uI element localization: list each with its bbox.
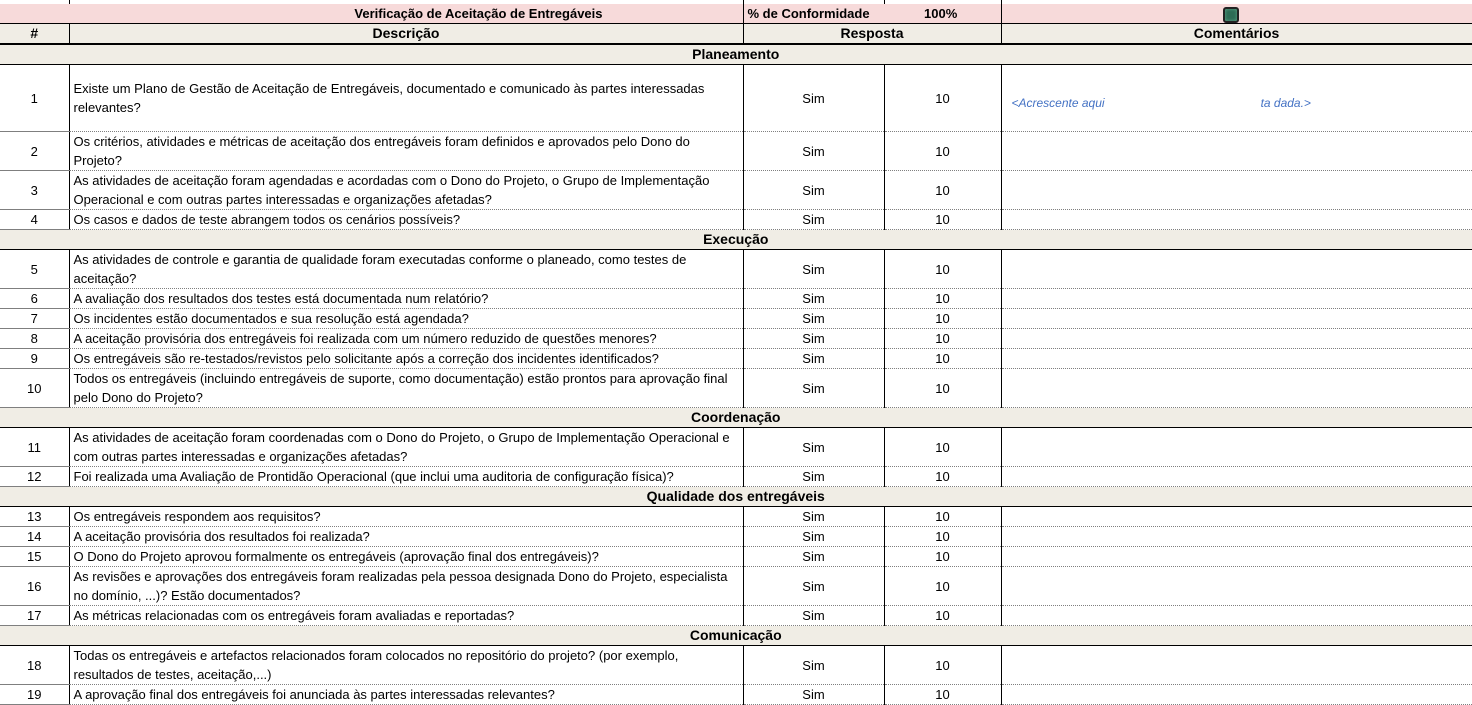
- table-row: [0, 606, 1472, 626]
- item-comment[interactable]: [1001, 467, 1472, 487]
- table-row: [0, 210, 1472, 230]
- item-score[interactable]: 10: [884, 132, 1001, 171]
- item-number[interactable]: 8: [0, 329, 69, 349]
- item-score[interactable]: 10: [884, 309, 1001, 329]
- item-description[interactable]: Os incidentes estão documentados e sua resolução está agendada?: [69, 309, 743, 329]
- item-description[interactable]: A aprovação final dos entregáveis foi anunciada às partes interessadas relevantes?: [69, 685, 743, 705]
- item-response[interactable]: Sim: [743, 65, 884, 132]
- comment-placeholder-end: ta dada.>: [1260, 96, 1311, 110]
- item-response[interactable]: Sim: [743, 349, 884, 369]
- table-row: [0, 309, 1472, 329]
- item-number[interactable]: 14: [0, 527, 69, 547]
- item-description[interactable]: Existe um Plano de Gestão de Aceitação de Entregáveis, documentado e comunicado às partes interessadas relevantes?: [69, 65, 743, 132]
- item-number[interactable]: 12: [0, 467, 69, 487]
- table-row: [0, 289, 1472, 309]
- item-number[interactable]: 5: [0, 250, 69, 289]
- item-response[interactable]: Sim: [743, 646, 884, 685]
- table-row: [0, 646, 1472, 685]
- table-row: [0, 329, 1472, 349]
- item-description[interactable]: Os entregáveis respondem aos requisitos?: [69, 507, 743, 527]
- section-title[interactable]: Coordenação: [0, 408, 1472, 428]
- item-description[interactable]: O Dono do Projeto aprovou formalmente os entregáveis (aprovação final dos entregáveis)?: [69, 547, 743, 567]
- item-description[interactable]: Os casos e dados de teste abrangem todos os cenários possíveis?: [69, 210, 743, 230]
- item-score[interactable]: 10: [884, 606, 1001, 626]
- item-number[interactable]: 9: [0, 349, 69, 369]
- section-title[interactable]: Execução: [0, 230, 1472, 250]
- header-comments[interactable]: Comentários: [1001, 24, 1472, 45]
- item-response[interactable]: Sim: [743, 428, 884, 467]
- item-comment[interactable]: [1001, 210, 1472, 230]
- section-row: [0, 487, 1472, 507]
- item-comment[interactable]: [1001, 289, 1472, 309]
- item-response[interactable]: Sim: [743, 250, 884, 289]
- item-description[interactable]: A avaliação dos resultados dos testes está documentada num relatório?: [69, 289, 743, 309]
- item-comment[interactable]: [1001, 567, 1472, 606]
- section-row: [0, 626, 1472, 646]
- table-row: [0, 369, 1472, 408]
- item-comment[interactable]: [1001, 309, 1472, 329]
- item-response[interactable]: Sim: [743, 547, 884, 567]
- item-number[interactable]: 3: [0, 171, 69, 210]
- table-row: [0, 567, 1472, 606]
- item-response[interactable]: Sim: [743, 210, 884, 230]
- item-response[interactable]: Sim: [743, 507, 884, 527]
- item-comment[interactable]: [1001, 606, 1472, 626]
- table-row: [0, 527, 1472, 547]
- header-description[interactable]: Descrição: [69, 24, 743, 45]
- item-score[interactable]: 10: [884, 65, 1001, 132]
- item-response[interactable]: Sim: [743, 289, 884, 309]
- item-description[interactable]: Foi realizada uma Avaliação de Prontidão Operacional (que inclui uma auditoria de configuração física)?: [69, 467, 743, 487]
- item-score[interactable]: 10: [884, 428, 1001, 467]
- item-score[interactable]: 10: [884, 646, 1001, 685]
- item-score[interactable]: 10: [884, 250, 1001, 289]
- table-row: [0, 132, 1472, 171]
- table-row: [0, 65, 1472, 132]
- item-comment[interactable]: [1001, 507, 1472, 527]
- item-number[interactable]: 18: [0, 646, 69, 685]
- item-comment[interactable]: [1001, 349, 1472, 369]
- status-indicator-icon: [1223, 7, 1239, 23]
- item-score[interactable]: 10: [884, 507, 1001, 527]
- item-description[interactable]: As atividades de controle e garantia de qualidade foram executadas conforme o planeado, como testes de aceitação?: [69, 250, 743, 289]
- item-number[interactable]: 10: [0, 369, 69, 408]
- item-number[interactable]: 15: [0, 547, 69, 567]
- table-row: [0, 349, 1472, 369]
- table-row: [0, 685, 1472, 705]
- item-score[interactable]: 10: [884, 210, 1001, 230]
- header-row: [0, 24, 1472, 45]
- item-score[interactable]: 10: [884, 349, 1001, 369]
- item-number[interactable]: 17: [0, 606, 69, 626]
- item-description[interactable]: A aceitação provisória dos resultados foi realizada?: [69, 527, 743, 547]
- section-title[interactable]: Qualidade dos entregáveis: [0, 487, 1472, 507]
- item-number[interactable]: 1: [0, 65, 69, 132]
- item-number[interactable]: 2: [0, 132, 69, 171]
- item-description[interactable]: As atividades de aceitação foram agendadas e acordadas com o Dono do Projeto, o Grupo de Implementação Operacional e com outras partes interessadas e organizações afetadas?: [69, 171, 743, 210]
- section-row: [0, 230, 1472, 250]
- item-response[interactable]: Sim: [743, 171, 884, 210]
- item-comment[interactable]: [1001, 527, 1472, 547]
- item-description[interactable]: Todos os entregáveis (incluindo entregáveis de suporte, como documentação) estão prontos para aprovação final pelo Dono do Projeto?: [69, 369, 743, 408]
- table-row: [0, 507, 1472, 527]
- item-score[interactable]: 10: [884, 369, 1001, 408]
- item-score[interactable]: 10: [884, 567, 1001, 606]
- item-number[interactable]: 19: [0, 685, 69, 705]
- item-description[interactable]: As métricas relacionadas com os entregáveis foram avaliadas e reportadas?: [69, 606, 743, 626]
- item-score[interactable]: 10: [884, 527, 1001, 547]
- item-response[interactable]: Sim: [743, 369, 884, 408]
- compliance-value[interactable]: 100%: [884, 4, 1001, 24]
- status-cell[interactable]: [1001, 4, 1472, 24]
- item-response[interactable]: Sim: [743, 606, 884, 626]
- item-number[interactable]: 6: [0, 289, 69, 309]
- item-comment[interactable]: [1001, 547, 1472, 567]
- item-number[interactable]: 16: [0, 567, 69, 606]
- table-row: [0, 547, 1472, 567]
- item-response[interactable]: Sim: [743, 527, 884, 547]
- table-row: [0, 250, 1472, 289]
- item-response[interactable]: Sim: [743, 309, 884, 329]
- item-score[interactable]: 10: [884, 329, 1001, 349]
- item-comment[interactable]: [1001, 428, 1472, 467]
- item-comment[interactable]: [1001, 329, 1472, 349]
- table-row: [0, 467, 1472, 487]
- section-row: [0, 44, 1472, 65]
- table-row: [0, 428, 1472, 467]
- item-number[interactable]: 4: [0, 210, 69, 230]
- item-response[interactable]: Sim: [743, 132, 884, 171]
- item-response[interactable]: Sim: [743, 467, 884, 487]
- item-description[interactable]: Os critérios, atividades e métricas de aceitação dos entregáveis foram definidos e aprovados pelo Dono do Projeto?: [69, 132, 743, 171]
- item-comment[interactable]: [1001, 171, 1472, 210]
- section-row: [0, 408, 1472, 428]
- sheet-title[interactable]: Verificação de Aceitação de Entregáveis: [0, 4, 743, 24]
- item-response[interactable]: Sim: [743, 329, 884, 349]
- title-row: [0, 4, 1472, 24]
- table-row: [0, 171, 1472, 210]
- item-response[interactable]: Sim: [743, 685, 884, 705]
- item-comment[interactable]: [1001, 65, 1472, 132]
- item-description[interactable]: Todas os entregáveis e artefactos relacionados foram colocados no repositório do projeto? (por exemplo, resultados de testes, aceitação,...): [69, 646, 743, 685]
- header-num[interactable]: #: [0, 24, 69, 45]
- item-score[interactable]: 10: [884, 685, 1001, 705]
- item-comment[interactable]: [1001, 369, 1472, 408]
- comment-placeholder-start: <Acrescente aqui: [1011, 96, 1105, 110]
- item-number[interactable]: 7: [0, 309, 69, 329]
- item-score[interactable]: 10: [884, 171, 1001, 210]
- section-title[interactable]: Comunicação: [0, 626, 1472, 646]
- item-score[interactable]: 10: [884, 547, 1001, 567]
- section-title[interactable]: Planeamento: [0, 44, 1472, 65]
- item-description[interactable]: A aceitação provisória dos entregáveis foi realizada com um número reduzido de questões menores?: [69, 329, 743, 349]
- item-number[interactable]: 13: [0, 507, 69, 527]
- item-description[interactable]: As atividades de aceitação foram coordenadas com o Dono do Projeto, o Grupo de Implementação Operacional e com outras partes interessadas e organizações afetadas?: [69, 428, 743, 467]
- item-comment[interactable]: [1001, 646, 1472, 685]
- item-score[interactable]: 10: [884, 289, 1001, 309]
- item-comment[interactable]: [1001, 250, 1472, 289]
- item-response[interactable]: Sim: [743, 567, 884, 606]
- item-description[interactable]: As revisões e aprovações dos entregáveis foram realizadas pela pessoa designada Dono do Projeto, especialista no domínio, ...)? Estão documentados?: [69, 567, 743, 606]
- header-response[interactable]: Resposta: [743, 24, 1001, 45]
- item-comment[interactable]: [1001, 132, 1472, 171]
- item-number[interactable]: 11: [0, 428, 69, 467]
- item-description[interactable]: Os entregáveis são re-testados/revistos pelo solicitante após a correção dos incidentes identificados?: [69, 349, 743, 369]
- compliance-label[interactable]: % de Conformidade: [743, 4, 884, 24]
- item-score[interactable]: 10: [884, 467, 1001, 487]
- item-comment[interactable]: [1001, 685, 1472, 705]
